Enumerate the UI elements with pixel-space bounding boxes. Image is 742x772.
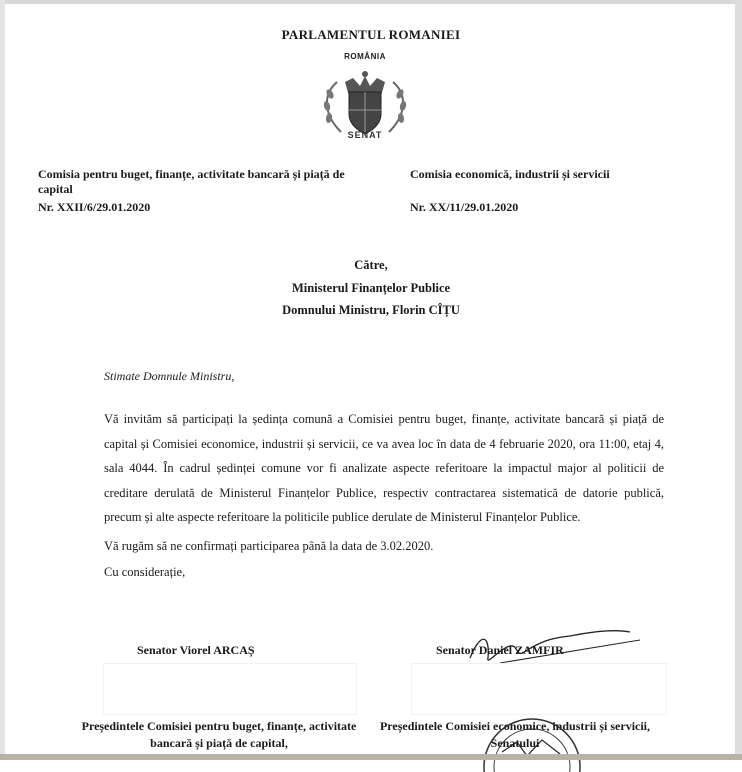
recipient-ministry: Ministerul Finanțelor Publice	[291, 281, 451, 295]
confirmation-paragraph: Vă rugăm să ne confirmați participarea până la data de 3.02.2020.	[104, 538, 434, 553]
emblem-country-text: ROMÂNIA	[344, 52, 386, 61]
official-stamp	[472, 712, 592, 772]
redacted-area-left	[104, 664, 356, 714]
right-signatory-role: Președintele Comisiei economice, industrii și servicii, Senatului	[379, 719, 651, 750]
closing-line: Cu considerație,	[104, 565, 186, 579]
left-committee-name: Comisia pentru buget, finanțe, activitate bancară și piață de capital	[38, 167, 345, 196]
image-border-left	[0, 0, 5, 760]
redacted-area-right	[412, 664, 666, 714]
institution-title: PARLAMENTUL ROMANIEI	[281, 27, 461, 42]
invitation-paragraph: Vă invităm să participați la ședința comună a Comisiei pentru buget, finanțe, activitate bancară și piață de capital și Comisiei economice, industrii și servicii, ce va avea loc în data de 4 februarie 2020, ora 11:00, etaj 4, sala 4044. În cadrul ședinței comune vor fi analizate aspecte referitoare la impactul major al politicii de creditare derulată de Ministerul Finanțelor Publice, respectiv contractarea sistematică de datorie publică, precum și alte aspecte referitoare la politicile publice derulate de Ministerul Finanțelor Publice.	[104, 412, 664, 524]
emblem-senate-text: SENAT	[347, 130, 383, 140]
left-registration-number: Nr. XXII/6/29.01.2020	[38, 200, 151, 214]
right-committee-name: Comisia economică, industrii și servicii	[410, 167, 610, 181]
image-border-right	[735, 0, 742, 760]
recipient-minister: Domnului Ministru, Florin CÎȚU	[282, 303, 460, 317]
left-signatory-name: Senator Viorel ARCAȘ	[137, 643, 255, 657]
senate-emblem	[315, 52, 415, 147]
image-border-bottom	[0, 754, 742, 760]
right-registration-number: Nr. XX/11/29.01.2020	[410, 200, 519, 214]
image-border-top	[0, 0, 742, 4]
salutation: Stimate Domnule Ministru,	[104, 369, 235, 383]
left-signatory-role: Președintele Comisiei pentru buget, finanțe, activitate bancară și piață de capital,	[81, 719, 357, 750]
handwritten-signature-right	[460, 628, 660, 668]
recipient-to: Către,	[354, 258, 388, 272]
right-signatory-name: Senator Daniel ZAMFIR	[436, 643, 564, 657]
letter-body	[104, 407, 664, 585]
